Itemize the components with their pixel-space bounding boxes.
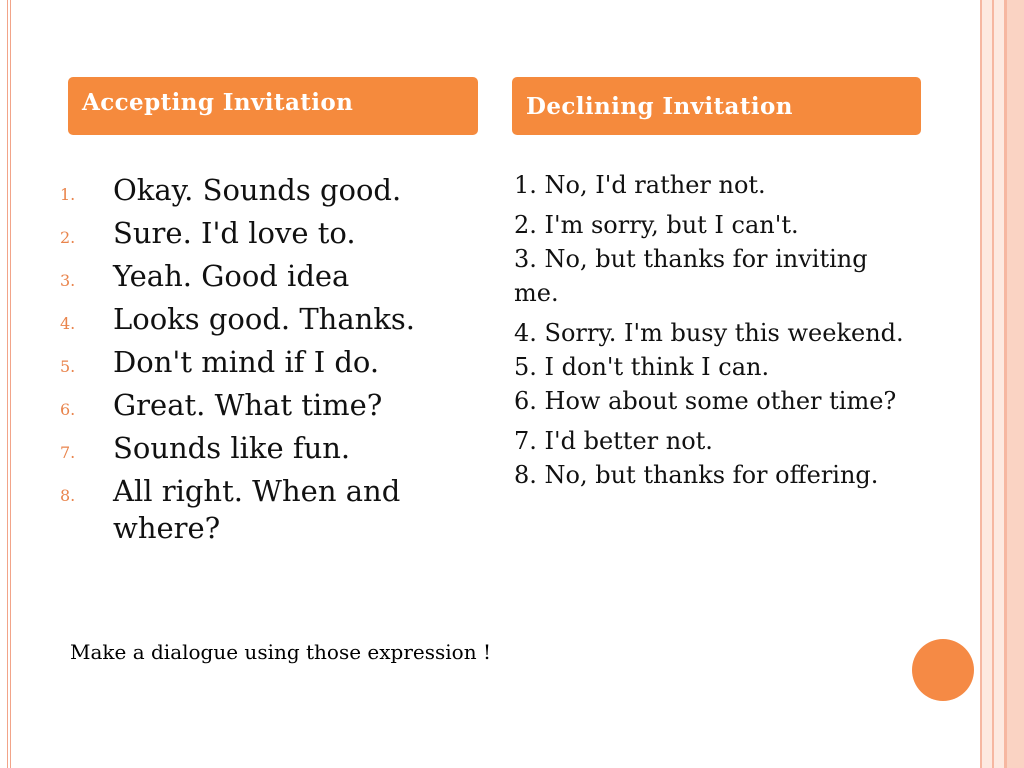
declining-line: 5. I don't think I can. bbox=[514, 353, 770, 381]
accepting-header-label: Accepting Invitation bbox=[82, 89, 354, 116]
list-number: 1. bbox=[60, 185, 76, 204]
declining-paragraph bbox=[514, 208, 904, 310]
list-item bbox=[60, 473, 480, 547]
declining-paragraph bbox=[514, 424, 904, 492]
list-text: Great. What time? bbox=[113, 388, 383, 422]
declining-line: 1. No, I'd rather not. bbox=[514, 171, 766, 199]
declining-header bbox=[512, 77, 921, 135]
declining-list bbox=[514, 168, 904, 498]
list-text: Looks good. Thanks. bbox=[113, 302, 415, 336]
dialogue-prompt: Make a dialogue using those expression ! bbox=[70, 640, 491, 664]
list-number: 2. bbox=[60, 228, 76, 247]
declining-line: 2. I'm sorry, but I can't. bbox=[514, 211, 799, 239]
list-text: Sounds like fun. bbox=[113, 431, 351, 465]
decorative-stripes bbox=[980, 0, 1024, 768]
declining-line: 7. I'd better not. bbox=[514, 427, 713, 455]
list-number: 4. bbox=[60, 314, 76, 333]
list-text: Don't mind if I do. bbox=[113, 345, 380, 379]
list-number: 3. bbox=[60, 271, 76, 290]
declining-line: 4. Sorry. I'm busy this weekend. bbox=[514, 319, 904, 347]
list-item bbox=[60, 344, 480, 381]
accepting-header bbox=[68, 77, 478, 135]
list-item bbox=[60, 430, 480, 467]
list-item bbox=[60, 215, 480, 252]
declining-line: 6. How about some other time? bbox=[514, 387, 897, 415]
list-text: Yeah. Good idea bbox=[113, 259, 350, 293]
declining-paragraph bbox=[514, 316, 904, 418]
decorative-circle bbox=[912, 639, 974, 701]
list-text: Okay. Sounds good. bbox=[113, 173, 402, 207]
list-number: 5. bbox=[60, 357, 76, 376]
list-item bbox=[60, 387, 480, 424]
declining-paragraph bbox=[514, 168, 904, 202]
accepting-list bbox=[60, 172, 480, 553]
list-text: Sure. I'd love to. bbox=[113, 216, 356, 250]
list-item bbox=[60, 301, 480, 338]
list-number: 7. bbox=[60, 443, 76, 462]
list-number: 8. bbox=[60, 486, 76, 505]
declining-line: 8. No, but thanks for offering. bbox=[514, 461, 879, 489]
declining-header-label: Declining Invitation bbox=[526, 92, 793, 120]
list-item bbox=[60, 258, 480, 295]
list-text: All right. When and where? bbox=[113, 474, 401, 545]
list-item bbox=[60, 172, 480, 209]
list-number: 6. bbox=[60, 400, 76, 419]
declining-line: 3. No, but thanks for inviting me. bbox=[514, 245, 868, 307]
slide-left-border bbox=[7, 0, 11, 768]
